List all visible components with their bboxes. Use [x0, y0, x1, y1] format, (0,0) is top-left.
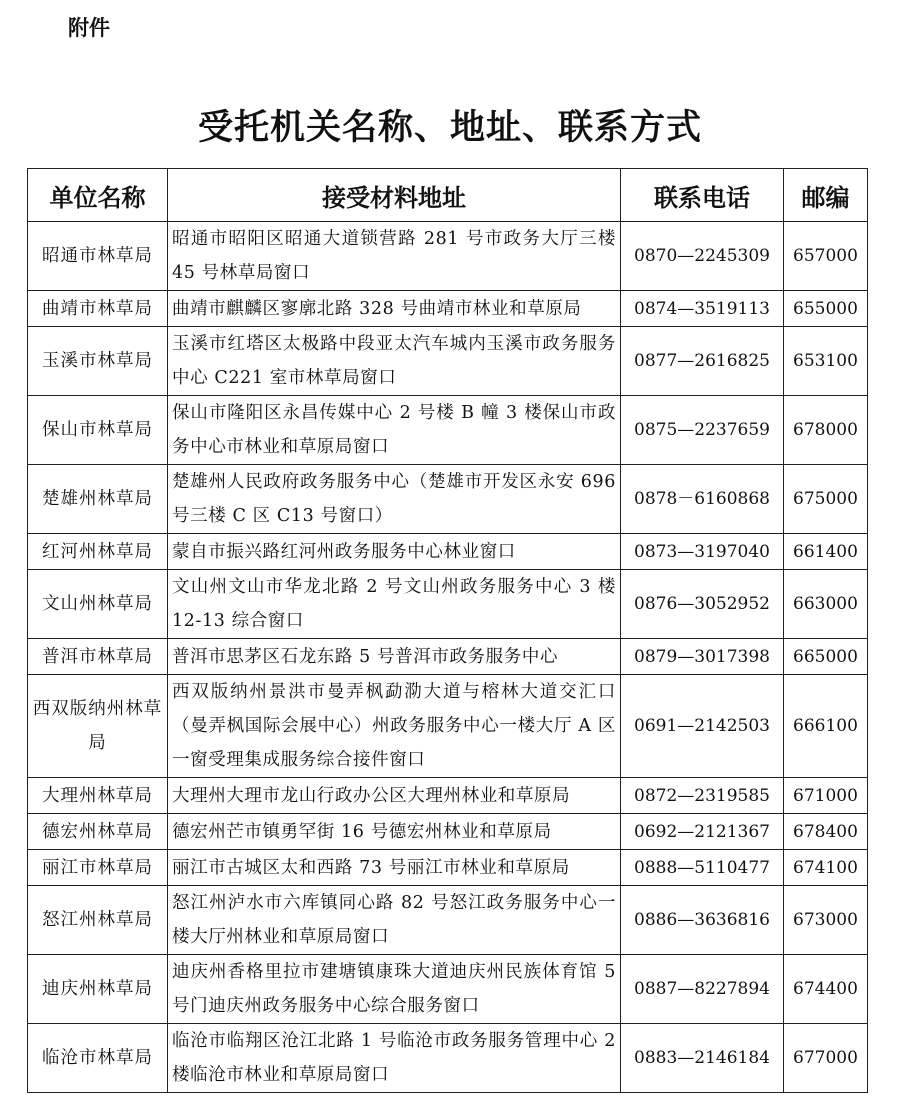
address-cell: 蒙自市振兴路红河州政务服务中心林业窗口 — [168, 534, 621, 570]
address-cell: 保山市隆阳区永昌传媒中心 2 号楼 B 幢 3 楼保山市政务中心市林业和草原局窗口 — [168, 396, 621, 465]
phone-cell: 0888—5110477 — [621, 850, 784, 886]
address-cell: 德宏州芒市镇勇罕街 16 号德宏州林业和草原局 — [168, 814, 621, 850]
zip-cell: 653100 — [784, 327, 868, 396]
table-row — [28, 814, 868, 850]
unit-name-cell: 临沧市林草局 — [28, 1024, 168, 1093]
unit-name-cell: 红河州林草局 — [28, 534, 168, 570]
agency-table — [27, 168, 868, 1093]
unit-name-cell: 玉溪市林草局 — [28, 327, 168, 396]
phone-cell: 0691—2142503 — [621, 675, 784, 778]
table-row — [28, 886, 868, 955]
zip-cell: 657000 — [784, 222, 868, 291]
table-body — [28, 222, 868, 1093]
phone-cell: 0872—2319585 — [621, 778, 784, 814]
zip-cell: 671000 — [784, 778, 868, 814]
table-row — [28, 675, 868, 778]
unit-name-cell: 丽江市林草局 — [28, 850, 168, 886]
address-cell: 楚雄州人民政府政务服务中心（楚雄市开发区永安 696 号三楼 C 区 C13 号窗口） — [168, 465, 621, 534]
header-zip: 邮编 — [784, 169, 868, 222]
address-cell: 昭通市昭阳区昭通大道锁营路 281 号市政务大厅三楼 45 号林草局窗口 — [168, 222, 621, 291]
table-row — [28, 534, 868, 570]
zip-cell: 665000 — [784, 639, 868, 675]
address-cell: 普洱市思茅区石龙东路 5 号普洱市政务服务中心 — [168, 639, 621, 675]
phone-cell: 0692—2121367 — [621, 814, 784, 850]
phone-cell: 0883—2146184 — [621, 1024, 784, 1093]
phone-cell: 0874—3519113 — [621, 291, 784, 327]
zip-cell: 675000 — [784, 465, 868, 534]
table-row — [28, 955, 868, 1024]
table-row — [28, 222, 868, 291]
phone-cell: 0887—8227894 — [621, 955, 784, 1024]
zip-cell: 674400 — [784, 955, 868, 1024]
phone-cell: 0873—3197040 — [621, 534, 784, 570]
zip-cell: 661400 — [784, 534, 868, 570]
address-cell: 丽江市古城区太和西路 73 号丽江市林业和草原局 — [168, 850, 621, 886]
address-cell: 怒江州泸水市六库镇同心路 82 号怒江政务服务中心一楼大厅州林业和草原局窗口 — [168, 886, 621, 955]
header-name: 单位名称 — [28, 169, 168, 222]
attachment-label: 附件 — [68, 16, 110, 40]
unit-name-cell: 大理州林草局 — [28, 778, 168, 814]
unit-name-cell: 保山市林草局 — [28, 396, 168, 465]
address-cell: 曲靖市麒麟区寥廓北路 328 号曲靖市林业和草原局 — [168, 291, 621, 327]
phone-cell: 0876—3052952 — [621, 570, 784, 639]
table-row — [28, 465, 868, 534]
table-row — [28, 396, 868, 465]
address-cell: 大理州大理市龙山行政办公区大理州林业和草原局 — [168, 778, 621, 814]
phone-cell: 0875—2237659 — [621, 396, 784, 465]
phone-cell: 0886—3636816 — [621, 886, 784, 955]
document-title: 受托机关名称、地址、联系方式 — [197, 107, 702, 148]
address-cell: 临沧市临翔区沧江北路 1 号临沧市政务服务管理中心 2 楼临沧市林业和草原局窗口 — [168, 1024, 621, 1093]
unit-name-cell: 德宏州林草局 — [28, 814, 168, 850]
table-row — [28, 639, 868, 675]
address-cell: 文山州文山市华龙北路 2 号文山州政务服务中心 3 楼 12-13 综合窗口 — [168, 570, 621, 639]
zip-cell: 674100 — [784, 850, 868, 886]
table-row — [28, 778, 868, 814]
table-row — [28, 850, 868, 886]
unit-name-cell: 昭通市林草局 — [28, 222, 168, 291]
phone-cell: 0877—2616825 — [621, 327, 784, 396]
phone-cell: 0878－6160868 — [621, 465, 784, 534]
table-header-row — [28, 169, 868, 222]
zip-cell: 655000 — [784, 291, 868, 327]
phone-cell: 0870—2245309 — [621, 222, 784, 291]
address-cell: 玉溪市红塔区太极路中段亚太汽车城内玉溪市政务服务中心 C221 室市林草局窗口 — [168, 327, 621, 396]
unit-name-cell: 普洱市林草局 — [28, 639, 168, 675]
unit-name-cell: 文山州林草局 — [28, 570, 168, 639]
zip-cell: 663000 — [784, 570, 868, 639]
zip-cell: 666100 — [784, 675, 868, 778]
phone-cell: 0879—3017398 — [621, 639, 784, 675]
zip-cell: 673000 — [784, 886, 868, 955]
header-phone: 联系电话 — [621, 169, 784, 222]
unit-name-cell: 西双版纳州林草局 — [28, 675, 168, 778]
zip-cell: 678000 — [784, 396, 868, 465]
table-row — [28, 570, 868, 639]
unit-name-cell: 怒江州林草局 — [28, 886, 168, 955]
address-cell: 西双版纳州景洪市曼弄枫勐泐大道与榕林大道交汇口（曼弄枫国际会展中心）州政务服务中心一楼大厅 A 区一窗受理集成服务综合接件窗口 — [168, 675, 621, 778]
unit-name-cell: 迪庆州林草局 — [28, 955, 168, 1024]
unit-name-cell: 曲靖市林草局 — [28, 291, 168, 327]
zip-cell: 678400 — [784, 814, 868, 850]
address-cell: 迪庆州香格里拉市建塘镇康珠大道迪庆州民族体育馆 5 号门迪庆州政务服务中心综合服务窗口 — [168, 955, 621, 1024]
zip-cell: 677000 — [784, 1024, 868, 1093]
header-address: 接受材料地址 — [168, 169, 621, 222]
table-row — [28, 327, 868, 396]
unit-name-cell: 楚雄州林草局 — [28, 465, 168, 534]
table-row — [28, 1024, 868, 1093]
table-row — [28, 291, 868, 327]
